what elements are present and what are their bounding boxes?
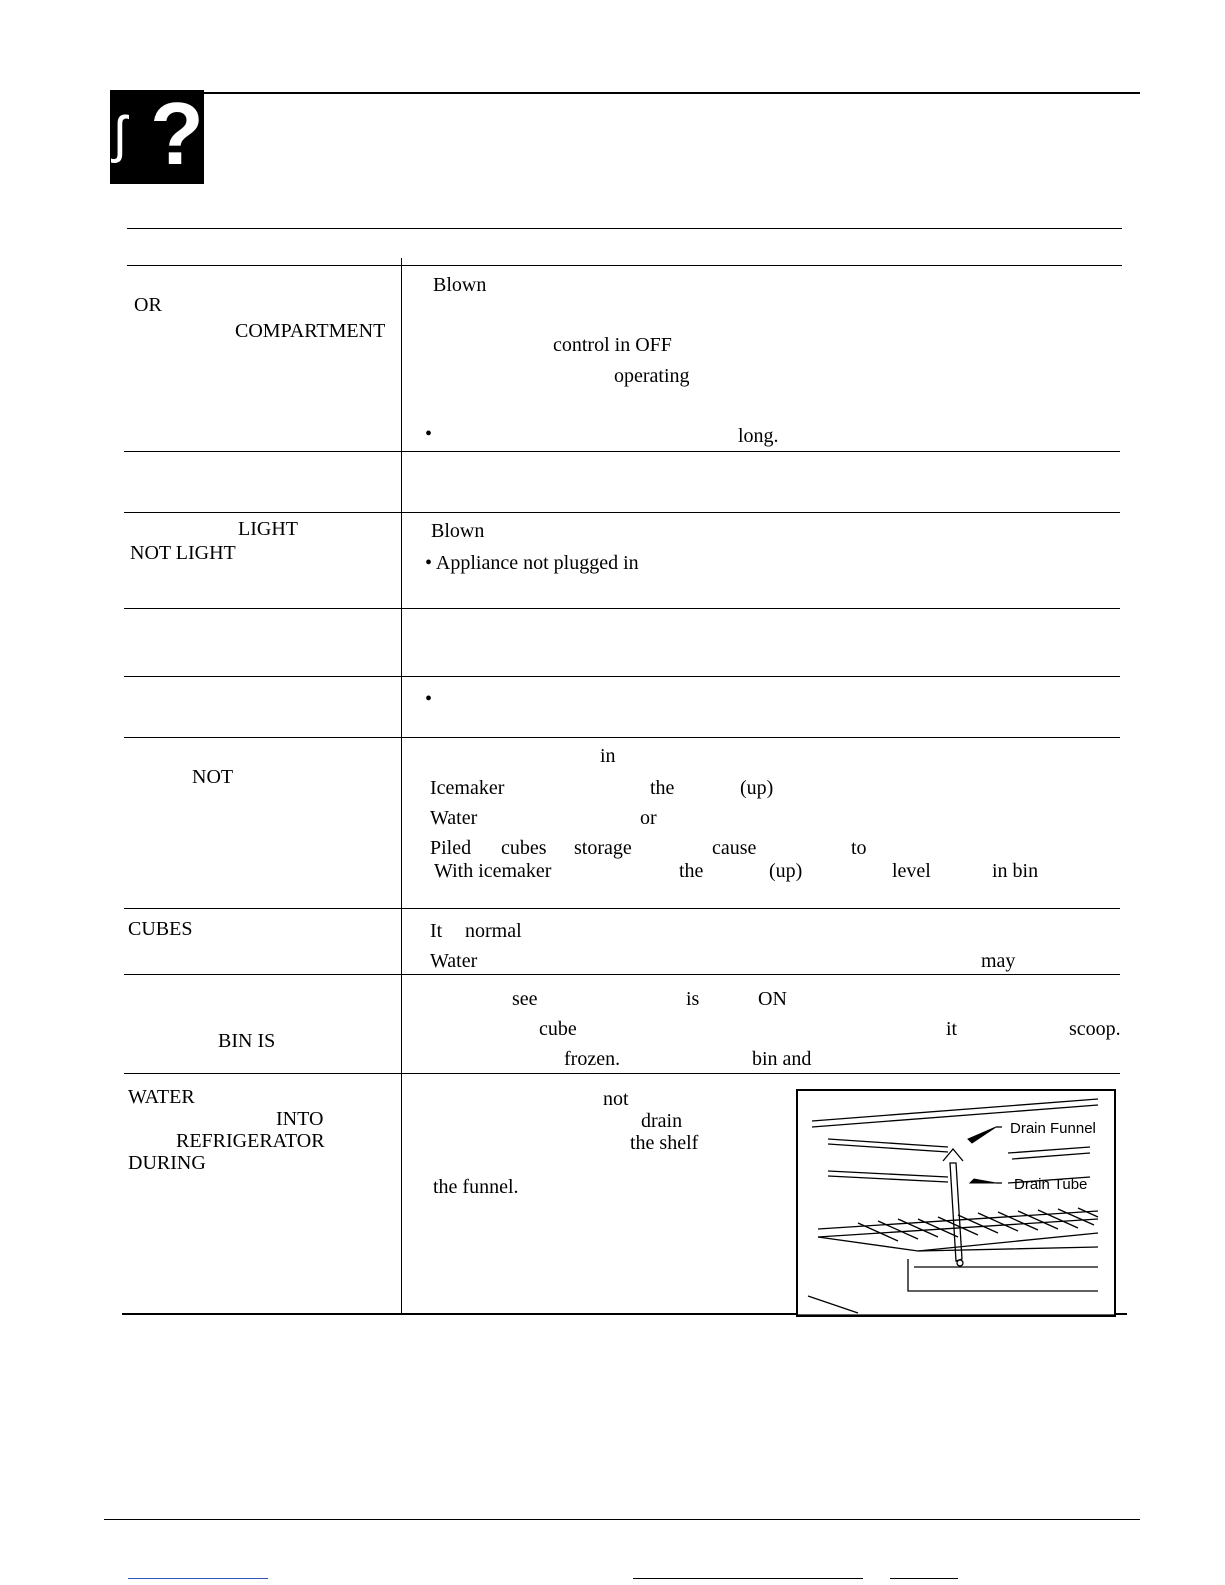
- problem-text: NOT: [192, 766, 234, 788]
- row-divider: [127, 265, 1122, 266]
- cause-text: drain: [641, 1110, 683, 1132]
- bullet: •: [425, 688, 433, 710]
- problem-text: LIGHT: [238, 518, 298, 540]
- problem-text: OR: [134, 294, 162, 316]
- cause-text: may: [981, 950, 1016, 972]
- cause-text: frozen.: [564, 1048, 621, 1070]
- problem-text: BIN IS: [218, 1030, 276, 1052]
- cause-text: (up): [740, 777, 774, 799]
- cause-text: With icemaker: [434, 860, 552, 882]
- problem-text: REFRIGERATOR: [176, 1130, 325, 1152]
- cause-text: see: [512, 988, 538, 1010]
- bullet: •: [425, 423, 433, 445]
- cause-text: Water: [430, 950, 478, 972]
- cause-text: control in OFF: [553, 334, 672, 356]
- problem-text: WATER: [128, 1086, 195, 1108]
- top-rule: [200, 92, 1140, 94]
- cause-text: Water: [430, 807, 478, 829]
- cause-text: bin and: [752, 1048, 812, 1070]
- row-divider: [124, 1073, 1120, 1074]
- cause-text: Blown: [433, 274, 487, 296]
- row-divider: [124, 737, 1120, 738]
- question-mark-logo-icon: ʃ ?: [110, 90, 204, 184]
- cause-text: it: [946, 1018, 958, 1040]
- problem-text: DURING: [128, 1152, 206, 1174]
- cause-text: Icemaker: [430, 777, 505, 799]
- cause-text: the funnel.: [433, 1176, 519, 1198]
- cause-text: to: [851, 837, 867, 859]
- row-divider: [124, 676, 1120, 677]
- drain-tube-label: Drain Tube: [1014, 1176, 1088, 1193]
- cause-text: in: [600, 745, 616, 767]
- cause-text: level: [892, 860, 931, 882]
- cause-text: Blown: [431, 520, 485, 542]
- row-divider: [124, 608, 1120, 609]
- footer-link-underline: [128, 1578, 268, 1579]
- cause-text: the: [679, 860, 704, 882]
- cause-text: cube: [539, 1018, 577, 1040]
- row-divider: [124, 974, 1120, 975]
- cause-text: cause: [712, 837, 757, 859]
- footer-rule: [104, 1519, 1140, 1520]
- footer-mark: [890, 1578, 958, 1579]
- cause-text: ON: [758, 988, 787, 1010]
- row-divider: [124, 451, 1120, 452]
- problem-text: COMPARTMENT: [235, 320, 386, 342]
- cause-text: the shelf: [630, 1132, 699, 1154]
- cause-text: is: [686, 988, 700, 1010]
- drain-funnel-label: Drain Funnel: [1010, 1120, 1096, 1137]
- cause-text: or: [640, 807, 657, 829]
- cause-text: cubes: [501, 837, 547, 859]
- cause-text: the: [650, 777, 675, 799]
- problem-text: INTO: [276, 1108, 324, 1130]
- row-divider: [124, 908, 1120, 909]
- cause-text: in bin: [992, 860, 1039, 882]
- cause-text: storage: [574, 837, 632, 859]
- row-divider: [124, 512, 1120, 513]
- footer-mark: [633, 1578, 863, 1579]
- cause-text: • Appliance not plugged in: [425, 552, 639, 574]
- cause-text: long.: [738, 425, 779, 447]
- column-divider: [401, 258, 402, 1313]
- cause-text: scoop.: [1069, 1018, 1121, 1040]
- cause-text: operating: [614, 365, 690, 387]
- cause-text: normal: [465, 920, 522, 942]
- cause-text: It: [430, 920, 443, 942]
- cause-text: Piled: [430, 837, 472, 859]
- cause-text: (up): [769, 860, 803, 882]
- problem-text: CUBES: [128, 918, 193, 940]
- problem-text: NOT LIGHT: [130, 542, 236, 564]
- header-rule: [127, 228, 1122, 229]
- cause-text: not: [603, 1088, 629, 1110]
